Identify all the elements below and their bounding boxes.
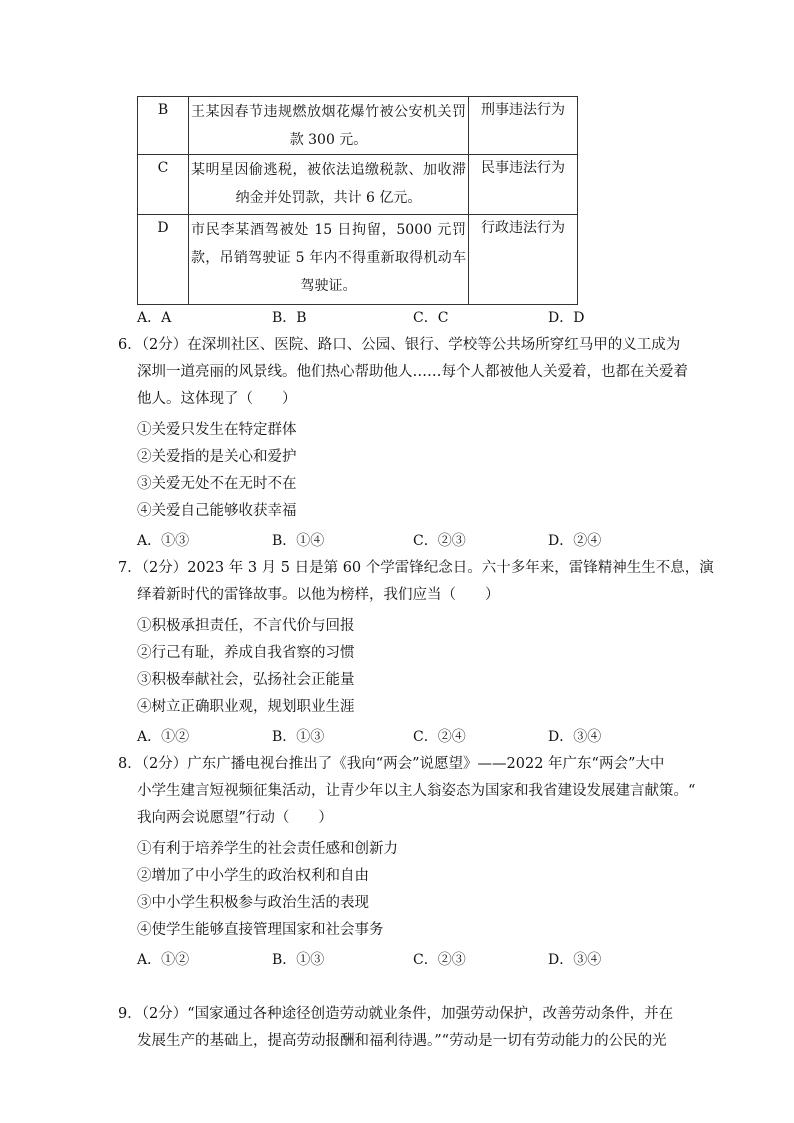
row-category: 民事违法行为 [481, 160, 565, 176]
question-7-text: 绎着新时代的雷锋故事。以他为榜样，我们应当（ ） [137, 587, 500, 603]
question-6-text: 深圳一道亮丽的风景线。他们热心帮助他人……每个人都被他人关爱着，也都在关爱着 [137, 364, 688, 380]
answer-option[interactable]: A．①② [137, 729, 190, 745]
question-7-text: 7．（2分）2023 年 3 月 5 日是第 60 个学雷锋纪念日。六十多年来，雷锋精神生生不息，演 [118, 560, 714, 576]
statement: ③中小学生积极参与政治生活的表现 [137, 895, 369, 911]
row-letter: B [157, 102, 169, 118]
answer-option[interactable]: C．C [413, 310, 449, 326]
row-category: 行政违法行为 [481, 220, 565, 236]
answer-option[interactable]: D．D [548, 310, 585, 326]
row-letter: C [157, 160, 169, 176]
question-6-text: 6．（2分）在深圳社区、医院、路口、公园、银行、学校等公共场所穿红马甲的义工成为 [118, 337, 681, 353]
statement: ②行己有耻，养成自我省察的习惯 [137, 645, 355, 661]
answer-option[interactable]: C．②③ [413, 952, 466, 968]
answer-option[interactable]: D．③④ [548, 729, 602, 745]
answer-option[interactable]: B．B [272, 310, 307, 326]
question-8-text: 小学生建言短视频征集活动，让青少年以主人翁姿态为国家和我省建设发展建言献策。“ [137, 783, 696, 799]
question-8-text: 8．（2分）广东广播电视台推出了《我向“两会”说愿望》——2022 年广东“两会”大中 [118, 756, 665, 772]
table-row [138, 215, 578, 305]
statement: ②增加了中小学生的政治权利和自由 [137, 868, 369, 884]
options-table [137, 96, 578, 305]
statement: ①积极承担责任，不言代价与回报 [137, 618, 355, 634]
table-row [138, 97, 578, 155]
answer-option[interactable]: A．A [137, 310, 172, 326]
statement: ④树立正确职业观，规划职业生涯 [137, 699, 355, 715]
statement: ①关爱只发生在特定群体 [137, 422, 297, 438]
statement: ④使学生能够直接管理国家和社会事务 [137, 922, 384, 938]
row-letter: D [157, 220, 169, 236]
answer-option[interactable]: A．①② [137, 952, 190, 968]
answer-option[interactable]: C．②④ [413, 729, 466, 745]
question-8-text: 我向两会说愿望”行动（ ） [137, 810, 333, 826]
table-row [138, 155, 578, 215]
statement: ②关爱指的是关心和爱护 [137, 449, 297, 465]
question-6-text: 他人。这体现了（ ） [137, 391, 297, 407]
answer-option[interactable]: D．②④ [548, 533, 602, 549]
answer-option[interactable]: C．②③ [413, 533, 466, 549]
answer-option[interactable]: B．①④ [272, 533, 325, 549]
question-9-text: 9．（2分）“国家通过各种途径创造劳动就业条件，加强劳动保护，改善劳动条件，并在 [118, 1006, 674, 1022]
row-description: 某明星因偷逃税，被依法追缴税款、加收滞纳金并处罚款，共计 6 亿元。 [191, 162, 466, 206]
statement: ①有利于培养学生的社会责任感和创新力 [137, 841, 398, 857]
answer-option[interactable]: D．③④ [548, 952, 602, 968]
row-description: 王某因春节违规燃放烟花爆竹被公安机关罚款 300 元。 [191, 104, 466, 148]
row-category: 刑事违法行为 [481, 102, 565, 118]
statement: ④关爱自己能够收获幸福 [137, 503, 297, 519]
question-9-text: 发展生产的基础上，提高劳动报酬和福利待遇。”“劳动是一切有劳动能力的公民的光 [137, 1033, 667, 1049]
answer-option[interactable]: B．①③ [272, 952, 325, 968]
row-description: 市民李某酒驾被处 15 日拘留，5000 元罚款，吊销驾驶证 5 年内不得重新取得机动车驾驶证。 [191, 222, 466, 294]
answer-option[interactable]: A．①③ [137, 533, 190, 549]
statement: ③关爱无处不在无时不在 [137, 476, 297, 492]
statement: ③积极奉献社会，弘扬社会正能量 [137, 672, 355, 688]
answer-option[interactable]: B．①③ [272, 729, 325, 745]
